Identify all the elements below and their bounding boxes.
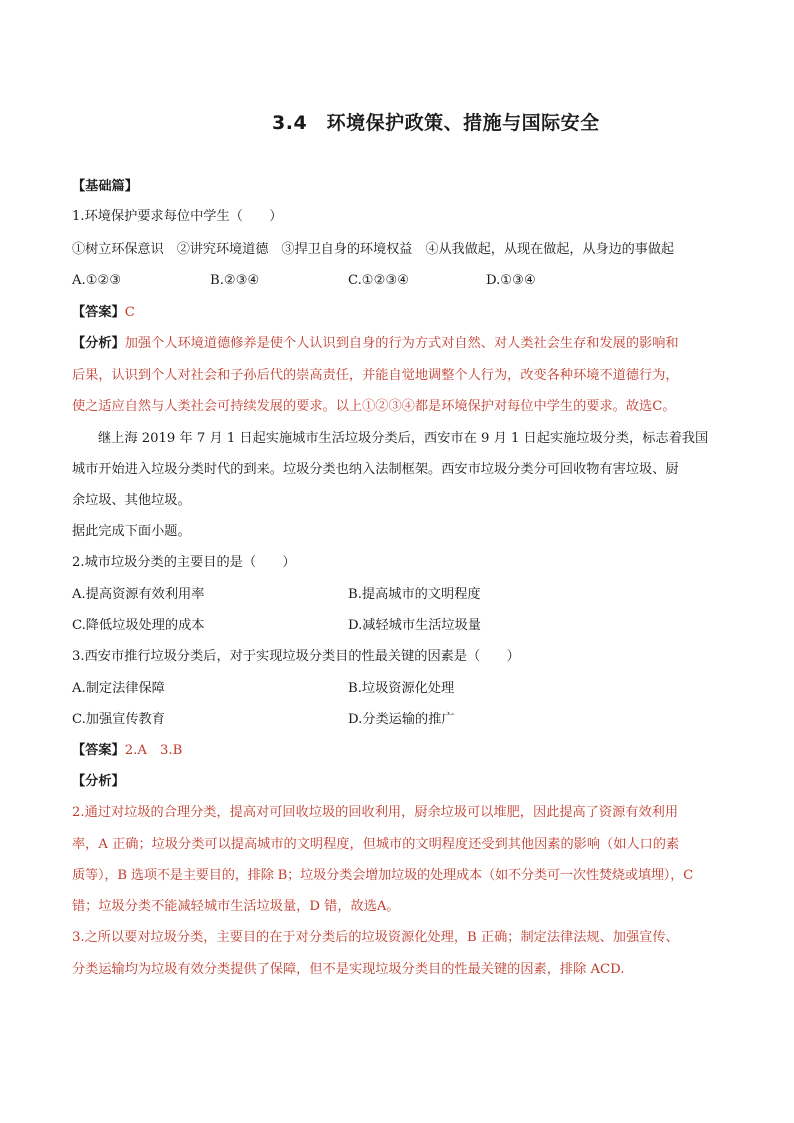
q3-option-a: A.制定法律保障: [72, 681, 165, 696]
passage-line-3: 余垃圾、其他垃圾。: [72, 493, 191, 508]
q3-option-c: C.加强宣传教育: [72, 712, 165, 727]
page-title: 3.4 环境保护政策、措施与国际安全: [272, 112, 600, 134]
q2-stem: 2.城市垃圾分类的主要目的是（ ）: [72, 555, 296, 570]
q23-answer: [72, 741, 182, 761]
answer-value: 2.A 3.B: [124, 743, 183, 758]
q23-analysis-label: 【分析】: [72, 774, 125, 789]
q1-analysis-line-2: 后果，认识到个人对社会和子孙后代的崇高责任，并能自觉地调整个人行为，改变各种环境不道德行为，: [72, 368, 679, 383]
q1-answer: [72, 303, 135, 323]
q2-option-b: B.提高城市的文明程度: [348, 587, 481, 602]
a2-line-1: 2.通过对垃圾的合理分类，提高对可回收垃圾的回收利用，厨余垃圾可以堆肥，因此提高了资源有效利用: [72, 805, 679, 820]
q2-option-a: A.提高资源有效利用率: [72, 587, 205, 602]
q1-analysis-line-3: 使之适应自然与人类社会可持续发展的要求。以上①②③④都是环境保护对每位中学生的要求。故选C。: [72, 399, 676, 414]
answer-label: 【答案】: [72, 305, 125, 320]
q2-option-c: C.降低垃圾处理的成本: [72, 618, 205, 633]
q1-option-a: A.①②③: [72, 273, 122, 288]
a2-line-4: 错；垃圾分类不能减轻城市生活垃圾量，D 错，故选A。: [72, 899, 400, 914]
passage-line-1: 继上海 2019 年 7 月 1 日起实施城市生活垃圾分类后，西安市在 9 月 1 日起实施垃圾分类，标志着我国: [98, 431, 709, 446]
q1-option-c: C.①②③④: [348, 273, 410, 288]
q2-option-d: D.减轻城市生活垃圾量: [348, 618, 481, 633]
q1-option-b: B.②③④: [210, 273, 260, 288]
a2-line-2: 率，A 正确；垃圾分类可以提高城市的文明程度，但城市的文明程度还受到其他因素的影响（如人口的素: [72, 837, 680, 852]
answer-label: 【答案】: [72, 743, 125, 758]
q1-items: ①树立环保意识 ②讲究环境道德 ③捍卫自身的环境权益 ④从我做起，从现在做起，从身边的事做起: [72, 242, 675, 257]
q3-stem: 3.西安市推行垃圾分类后，对于实现垃圾分类目的性最关键的因素是（ ）: [72, 649, 520, 664]
a3-line-2: 分类运输均为垃圾有效分类提供了保障，但不是实现垃圾分类目的性最关键的因素，排除 ACD.: [72, 962, 625, 977]
q1-stem: 1.环境保护要求每位中学生（ ）: [72, 209, 283, 224]
answer-value: C: [124, 305, 135, 320]
analysis-text: 加强个人环境道德修养是使个人认识到自身的行为方式对自然、对人类社会生存和发展的影响和: [124, 336, 679, 351]
q3-option-b: B.垃圾资源化处理: [348, 681, 455, 696]
q1-analysis-line-1: [72, 334, 679, 354]
a3-line-1: 3.之所以要对垃圾分类，主要目的在于对分类后的垃圾资源化处理，B 正确；制定法律法规、加强宣传、: [72, 930, 679, 945]
q1-option-d: D.①③④: [486, 273, 536, 288]
q3-option-d: D.分类运输的推广: [348, 712, 455, 727]
passage-line-2: 城市开始进入垃圾分类时代的到来。垃圾分类也纳入法制框架。西安市垃圾分类分可回收物有害垃圾、厨: [72, 462, 679, 477]
analysis-label: 【分析】: [72, 336, 125, 351]
section-heading: 【基础篇】: [72, 179, 138, 194]
passage-instruction: 据此完成下面小题。: [72, 524, 191, 539]
a2-line-3: 质等），B 选项不是主要目的，排除 B；垃圾分类会增加垃圾的处理成本（如不分类可一次性焚烧或填埋），C: [72, 868, 694, 883]
